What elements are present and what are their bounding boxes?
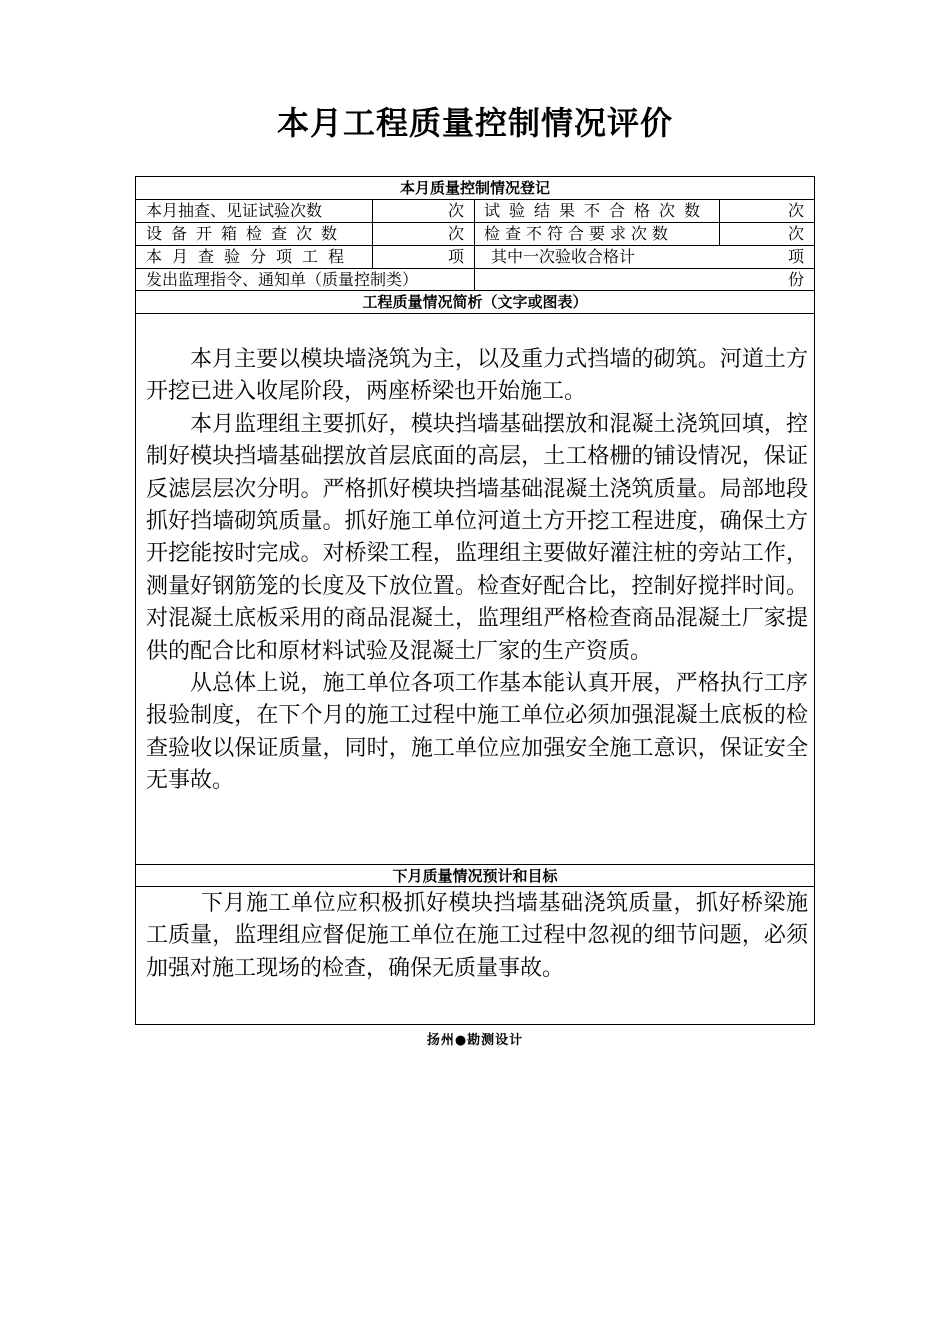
forecast-header: 下月质量情况预计和目标 [392,867,558,885]
footer-text: 扬州●勘测设计 [426,1033,524,1048]
test-count-unit: 次 [448,201,465,220]
quality-form [135,176,815,1025]
column-divider [372,199,373,268]
column-divider [474,199,475,268]
inspection-items-label: 本月查验分项工程 [146,247,355,266]
analysis-header: 工程质量情况简析（文字或图表） [362,293,588,311]
analysis-paragraph: 从总体上说，施工单位各项工作基本能认真开展，严格执行工序报验制度，在下个月的施工过程中施工单位必须加强混凝土底板的检查验收以保证质量，同时，施工单位应加强安全施工意识，保证安全无事故。 [146,671,808,794]
register-header: 本月质量控制情况登记 [399,179,550,197]
noncompliant-check-unit: 次 [788,224,805,243]
forecast-body: 下月施工单位应积极抓好模块挡墙基础浇筑质量，抓好桥梁施工质量，监理组应督促施工单位在施工过程中忽视的细节问题，必须加强对施工现场的检查，确保无质量事故。 [146,891,808,981]
noncompliant-check-label: 检查不符合要求次数 [484,224,674,243]
notice-count-label: 发出监理指令、通知单（质量控制类） [146,270,419,289]
analysis-paragraph: 本月主要以模块墙浇筑为主，以及重力式挡墙的砌筑。河道土方开挖已进入收尾阶段，两座桥梁也开始施工。 [146,347,808,405]
column-divider [719,199,720,245]
analysis-paragraph: 本月监理组主要抓好，模块挡墙基础摆放和混凝土浇筑回填，控制好模块挡墙基础摆放首层底面的高层，土工格栅的铺设情况，保证反滤层层次分明。严格抓好模块挡墙基础混凝土浇筑质量。局部地段抓好挡墙砌筑质量。抓好施工单位河道土方开挖工程进度，确保土方开挖能按时完成。对桥梁工程，监理组主要做好灌注桩的旁站工作，测量好钢筋笼的长度及下放位置。检查好配合比，控制好搅拌时间。对混凝土底板采用的商品混凝土，监理组严格检查商品混凝土厂家提供的配合比和原材料试验及混凝土厂家的生产资质。 [146,411,808,664]
first-pass-unit: 项 [788,247,805,266]
equipment-check-label: 设备开箱检查次数 [146,224,347,243]
test-count-label: 本月抽查、见证试验次数 [146,201,323,220]
row-divider [136,313,814,314]
inspection-items-unit: 项 [448,247,465,266]
failed-test-unit: 次 [788,201,805,220]
notice-count-unit: 份 [788,270,805,289]
column-divider [474,268,475,290]
failed-test-label: 试验结果不合格次数 [484,201,710,220]
page-title: 本月工程质量控制情况评价 [276,104,673,142]
analysis-body [146,344,808,798]
first-pass-label: 其中一次验收合格计 [491,247,636,266]
equipment-check-unit: 次 [448,224,465,243]
